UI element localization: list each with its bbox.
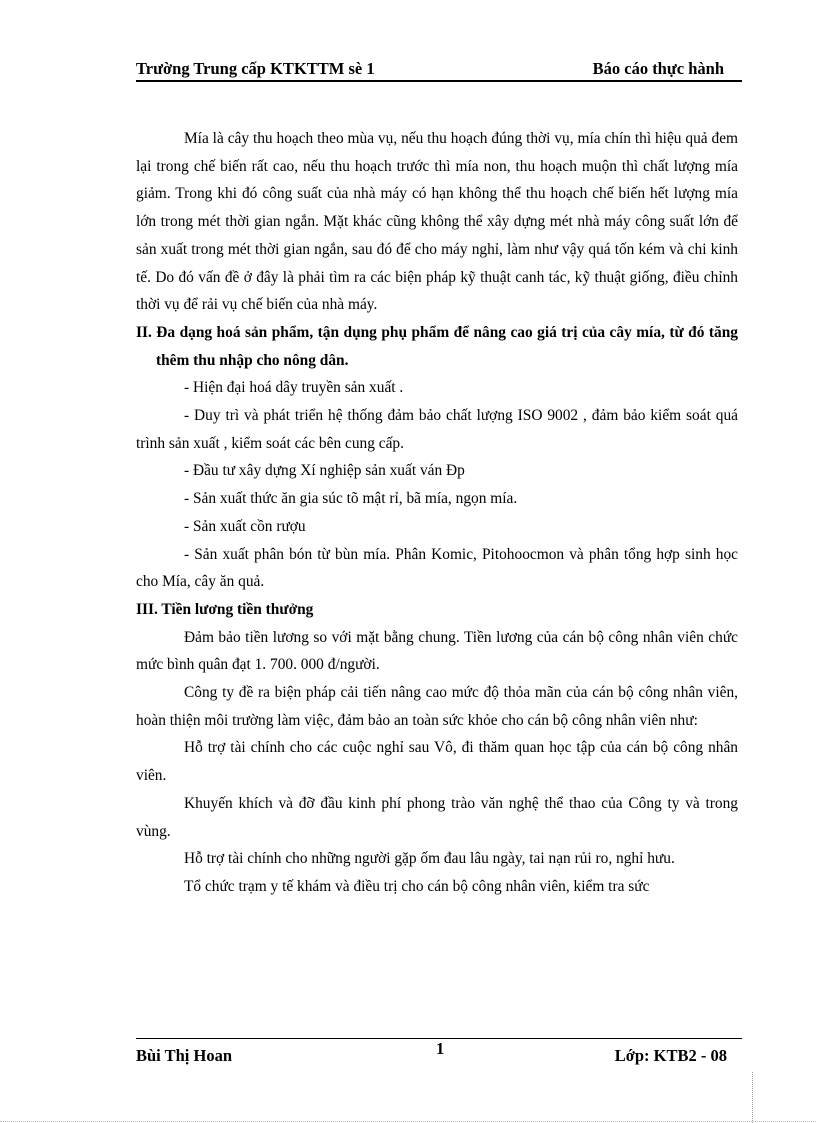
page-header <box>136 58 742 82</box>
page-number: 1 <box>436 1039 445 1058</box>
report-title: Báo cáo thực hành <box>592 59 724 78</box>
class-label: Lớp: KTB2 - 08 <box>614 1046 727 1065</box>
bullet-item: - Duy trì và phát triển hệ thống đảm bảo chất lượng ISO 9002 , đảm bảo kiểm soát quá trình sản xuất , kiểm soát các bên cung cấp. <box>136 407 738 452</box>
section-heading-iii: III. Tiền lương tiền thưởng <box>136 600 314 618</box>
school-name: Trường Trung cấp KTKTTM sè 1 <box>136 59 375 78</box>
paragraph: Khuyến khích và đỡ đầu kinh phí phong trào văn nghệ thể thao của Công ty và trong vùng. <box>136 794 738 840</box>
crop-mark-horizontal <box>0 1121 816 1122</box>
bullet-item: - Sản xuất thức ăn gia súc tõ mật rỉ, bã mía, ngọn mía. <box>184 490 518 508</box>
paragraph-harvest: Mía là cây thu hoạch theo mùa vụ, nếu thu hoạch đúng thời vụ, mía chín thì hiệu quả đem lại trong chế biến rất cao, nếu thu hoạch trước thì mía non, thu hoạch muộn thì chất lượng mía giảm. Trong khi đó công suất của nhà máy có hạn không thể thu hoạch chế biến hết lượng mía lớn trong mét thời gian ngắn. Mặt khác cũng không thể xây dựng mét nhà máy công suất lớn để sản xuất trong mét thời gian ngắn, sau đó để cho máy nghỉ, làm như vậy quá tốn kém và chi kinh tế. Do đó vấn đề ở đây là phải tìm ra các biện pháp kỹ thuật canh tác, kỹ thuật giống, điều chỉnh thời vụ để rải vụ chế biến của nhà máy. <box>136 130 738 314</box>
page-body <box>136 125 738 901</box>
bullet-item: - Đầu tư xây dựng Xí nghiệp sản xuất ván Đp <box>184 462 465 480</box>
crop-mark-vertical <box>752 1072 753 1123</box>
bullet-item: - Hiện đại hoá dây truyền sản xuất . <box>184 379 404 397</box>
paragraph: Tổ chức trạm y tế khám và điều trị cho cán bộ công nhân viên, kiểm tra sức <box>184 877 650 895</box>
paragraph: Đảm bảo tiền lương so với mặt bằng chung. Tiền lương của cán bộ công nhân viên chức mức bình quân đạt 1. 700. 000 đ/người. <box>136 628 738 674</box>
paragraph: Công ty đề ra biện pháp cải tiến nâng cao mức độ thỏa mãn của cán bộ công nhân viên, hoàn thiện môi trường làm việc, đảm bảo an toàn sức khỏe cho cán bộ công nhân viên như: <box>136 684 738 729</box>
page-footer <box>136 1038 742 1067</box>
bullet-item: - Sản xuất phân bón từ bùn mía. Phân Komic, Pitohoocmon và phân tổng hợp sinh học cho Mía, cây ăn quả. <box>136 545 738 591</box>
paragraph: Hỗ trợ tài chính cho những người gặp ốm đau lâu ngày, tai nạn rủi ro, nghỉ hưu. <box>184 850 675 868</box>
section-heading-ii: II. Đa dạng hoá sản phẩm, tận dụng phụ phẩm để nâng cao giá trị của cây mía, từ đó tăng thêm thu nhập cho nông dân. <box>136 323 738 369</box>
author-name: Bùi Thị Hoan <box>136 1046 232 1065</box>
bullet-item: - Sản xuất cồn rượu <box>184 517 306 535</box>
paragraph: Hỗ trợ tài chính cho các cuộc nghỉ sau Vô, đi thăm quan học tập của cán bộ công nhân viên. <box>136 739 738 785</box>
